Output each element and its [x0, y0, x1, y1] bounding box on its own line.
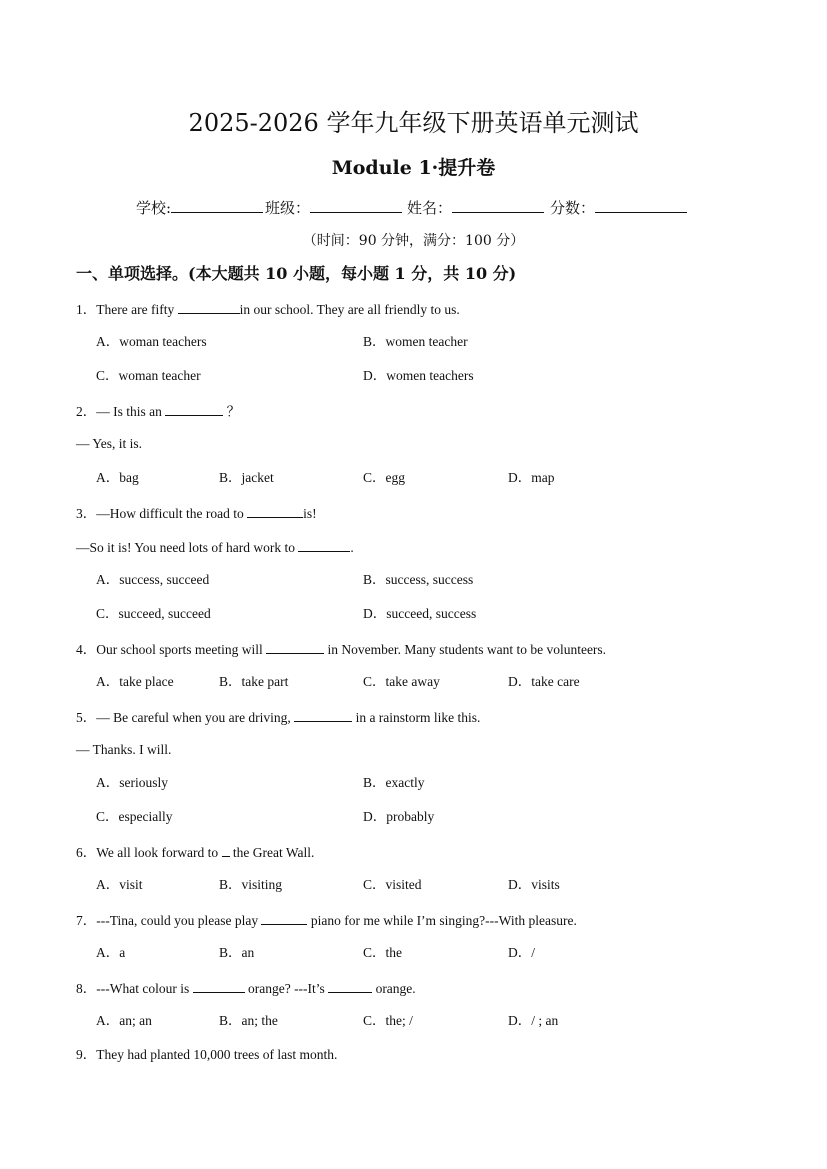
- option-b: B．jacket: [219, 470, 274, 485]
- question-text: is!: [303, 506, 317, 521]
- question-text: orange.: [372, 981, 416, 996]
- name-blank: [452, 196, 544, 213]
- score-field: [550, 196, 687, 218]
- section-heading: 一、单项选择。(本大题共 10 小题，每小题 1 分，共 10 分): [76, 264, 517, 283]
- question-text: orange? ---It’s: [244, 981, 329, 996]
- question-text: 3．—How difficult the road to: [76, 506, 248, 521]
- answer-blank: [266, 639, 324, 654]
- option-c: C．woman teacher: [96, 368, 201, 383]
- question-6: [76, 842, 314, 862]
- school-field: [136, 196, 263, 218]
- option-a: A．take place: [96, 674, 174, 689]
- class-label: 班级：: [265, 199, 311, 217]
- question-text: 8．---What colour is: [76, 981, 193, 996]
- answer-blank: [298, 537, 350, 552]
- option-d: D．/ ; an: [508, 1013, 559, 1028]
- answer-blank: [193, 978, 245, 993]
- option-a: A．visit: [96, 877, 143, 892]
- question-4: [76, 639, 606, 659]
- time-note: （时间：90 分钟，满分：100 分）: [302, 233, 525, 249]
- question-3: [76, 503, 317, 523]
- question-2-reply: — Yes, it is.: [76, 436, 143, 451]
- question-text: 2．— Is this an: [76, 404, 166, 419]
- option-d: D．succeed, success: [363, 606, 477, 621]
- question-text: .: [350, 540, 354, 555]
- score-blank: [595, 196, 687, 213]
- answer-blank: [222, 842, 230, 857]
- question-5-reply: — Thanks. I will.: [76, 742, 172, 757]
- question-text: piano for me while I’m singing?---With pleasure.: [307, 913, 577, 928]
- option-c: C．the; /: [363, 1013, 413, 1028]
- answer-blank: [165, 401, 223, 416]
- question-5: [76, 707, 480, 727]
- class-blank: [310, 196, 402, 213]
- class-field: [265, 196, 402, 218]
- option-a: A．seriously: [96, 775, 168, 790]
- option-c: C．succeed, succeed: [96, 606, 211, 621]
- question-text: the Great Wall.: [229, 845, 315, 860]
- question-text: in our school. They are all friendly to us.: [239, 302, 460, 317]
- question-text: 6．We all look forward to: [76, 845, 222, 860]
- option-d: D．probably: [363, 809, 435, 824]
- option-a: A．an; an: [96, 1013, 152, 1028]
- question-text: in a rainstorm like this.: [352, 710, 481, 725]
- name-label: 姓名：: [407, 199, 453, 217]
- question-2: [76, 401, 240, 421]
- answer-blank: [294, 707, 352, 722]
- option-b: B．visiting: [219, 877, 283, 892]
- page-title: 2025-2026 学年九年级下册英语单元测试: [188, 109, 639, 137]
- question-3-reply: [76, 537, 354, 557]
- option-d: D．take care: [508, 674, 580, 689]
- answer-blank: [328, 978, 372, 993]
- question-text: 5．— Be careful when you are driving,: [76, 710, 295, 725]
- option-c: C．especially: [96, 809, 173, 824]
- option-a: A．bag: [96, 470, 139, 485]
- question-text: 1．There are fifty: [76, 302, 178, 317]
- option-b: B．women teacher: [363, 334, 468, 349]
- option-c: C．egg: [363, 470, 405, 485]
- option-c: C．visited: [363, 877, 422, 892]
- question-text: ？: [223, 404, 241, 419]
- question-text: 7．---Tina, could you please play: [76, 913, 262, 928]
- page-subtitle: Module 1·提升卷: [331, 157, 496, 179]
- question-8: [76, 978, 416, 998]
- option-b: B．take part: [219, 674, 289, 689]
- option-a: A．success, succeed: [96, 572, 210, 587]
- question-9: 9．They had planted 10,000 trees of last month.: [76, 1047, 338, 1062]
- question-text: in November. Many students want to be volunteers.: [324, 642, 607, 657]
- question-1: [76, 299, 460, 319]
- option-d: D．visits: [508, 877, 560, 892]
- option-b: B．success, success: [363, 572, 474, 587]
- option-a: A．a: [96, 945, 126, 960]
- answer-blank: [247, 503, 303, 518]
- option-a: A．woman teachers: [96, 334, 207, 349]
- option-c: C．the: [363, 945, 402, 960]
- name-field: [407, 196, 544, 218]
- school-blank: [171, 196, 263, 213]
- option-b: B．an: [219, 945, 255, 960]
- question-text: —So it is! You need lots of hard work to: [76, 540, 299, 555]
- score-label: 分数：: [550, 199, 596, 217]
- question-7: [76, 910, 577, 930]
- option-d: D．map: [508, 470, 555, 485]
- option-c: C．take away: [363, 674, 440, 689]
- question-text: 4．Our school sports meeting will: [76, 642, 267, 657]
- option-b: B．exactly: [363, 775, 425, 790]
- answer-blank: [178, 299, 240, 314]
- option-d: D．/: [508, 945, 535, 960]
- school-label: 学校:: [136, 199, 172, 217]
- option-d: D．women teachers: [363, 368, 474, 383]
- answer-blank: [261, 910, 307, 925]
- option-b: B．an; the: [219, 1013, 278, 1028]
